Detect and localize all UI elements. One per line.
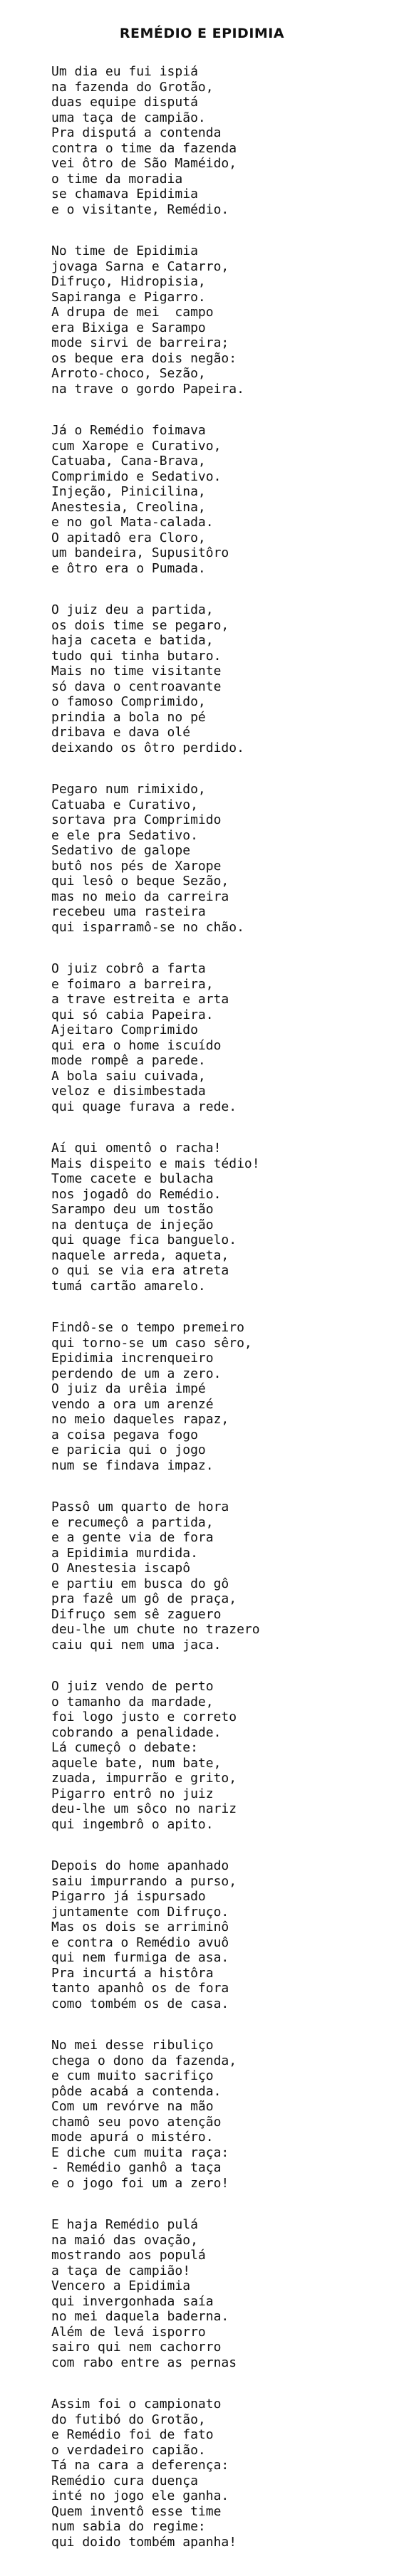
verse-line: zuada, impurrão e grito, [51,1771,237,1786]
verse-line: recebeu uma rasteira [51,904,206,919]
verse-line: Quem inventô esse time [51,2503,222,2519]
verse-line: do futibó do Grotão, [51,2412,206,2427]
verse-line: O juiz deu a partida, [51,602,214,617]
verse-line: qui torno-se um caso sêro, [51,1335,252,1351]
verse-line: chega o dono da fazenda, [51,2053,237,2068]
verse-line: tanto apanhô os de fora [51,1981,229,1996]
verse-line: Tome cacete e bulacha [51,1171,214,1186]
verse-line: Depois do home apanhado [51,1858,229,1873]
stanza [51,1499,393,1653]
verse-line: contra o time da fazenda [51,140,237,156]
stanza [51,244,393,397]
verse-line: Sapiranga e Pigarro. [51,289,206,305]
verse-line: um bandeira, Supusitôro [51,545,229,560]
stanza [51,1858,393,2011]
verse-line: se chamava Epidimia [51,187,198,201]
verse-line: Vencero a Epidimia [51,2278,191,2293]
verse-line: A drupa de mei campo [51,305,214,320]
verse-line: deu-lhe um chute no trazero [51,1622,260,1637]
stanza [51,423,393,576]
verse-line: o famoso Comprimido, [51,694,206,709]
verse-line: qui nem furmiga de asa. [51,1950,229,1965]
verse-line: Injeção, Pinicilina, [51,484,206,499]
verse-line: e contra o Remédio avuô [51,1934,229,1950]
verse-line: sairo qui nem cachorro [51,2340,222,2355]
stanza [51,782,393,935]
stanza [51,1320,393,1473]
verse-line: Ajeitaro Comprimido [51,1022,198,1037]
verse-line: e o jogo foi um a zero! [51,2175,229,2191]
verse-line: tumá cartão amarelo. [51,1278,206,1294]
verse-line: a coisa pegava fogo [51,1427,198,1443]
verse-line: O apitadô era Cloro, [51,530,206,545]
verse-line: Pra incurtá a histôra [51,1965,214,1981]
verse-line: Tá na cara a deferença: [51,2458,229,2473]
verse-line: Pra disputá a contenda [51,125,222,140]
verse-line: perdendo de um a zero. [51,1366,222,1381]
verse-line: Pegaro num rimixido, [51,782,206,797]
verse-line: Um dia eu fui ispiá [51,64,198,79]
verse-line: e foimaro a barreira, [51,976,214,992]
verse-line: cobrando a penalidade. [51,1724,222,1740]
verse-line: e partiu em busca do gô [51,1576,229,1591]
verse-line: Já o Remédio foimava [51,423,206,438]
verse-line: Com um revórve na mão [51,2099,214,2114]
verse-line: Assim foi o campionato [51,2397,222,2412]
verse-line: butô nos pés de Xarope [51,858,222,874]
verse-line: chamô seu povo atenção [51,2114,222,2130]
verse-line: Passô um quarto de hora [51,1499,229,1514]
verse-line: E haja Remédio pulá [51,2217,198,2232]
stanza [51,2038,393,2191]
poem-title: REMÉDIO E EPIDIMIA [119,26,285,41]
verse-line: era Bixiga e Sarampo [51,320,206,335]
verse-line: Comprimido e Sedativo. [51,468,222,484]
verse-line: E diche cum muita raça: [51,2145,229,2160]
verse-line: mode apurá o mistéro. [51,2130,214,2145]
stanza [51,2397,393,2550]
verse-line: prindia a bola no pé [51,709,206,725]
verse-line: deixando os ôtro perdido. [51,740,244,755]
verse-line: qui quage furava a rede. [51,1099,237,1114]
verse-line: saiu impurrando a purso, [51,1873,237,1889]
verse-line: O juiz vendo de perto [51,1679,214,1694]
stanza [51,64,393,217]
verse-line: e cum muito sacrifiço [51,2068,214,2083]
verse-line: no mei daquela baderna. [51,2309,229,2324]
verse-line: e ele pra Sedativo. [51,827,198,843]
verse-line: duas equipe disputá [51,95,198,110]
verse-line: a taça de campião! [51,2263,191,2278]
verse-line: No mei desse ribuliço [51,2038,214,2053]
verse-line: e Remédio foi de fato [51,2427,214,2442]
verse-line: dribava e dava olé [51,725,191,740]
verse-line: qui ingembrô o apito. [51,1816,214,1832]
verse-line: e ôtro era o Pumada. [51,560,206,576]
verse-line: Mais dispeito e mais tédio! [51,1156,260,1171]
verse-line: na trave o gordo Papeira. [51,381,244,397]
stanza [51,1679,393,1832]
verse-line: qui quage fica banguelo. [51,1232,237,1247]
verse-line: aquele bate, num bate, [51,1755,222,1771]
stanza [51,961,393,1114]
verse-line: o time da moradia [51,171,183,187]
verse-line: Pigarro já ispursado [51,1889,206,1904]
verse-line: Lá cumeçô o debate: [51,1740,198,1755]
verse-line: Findô-se o tempo premeiro [51,1320,244,1335]
verse-line: O Anestesia iscapô [51,1561,191,1576]
verse-line: Epidimia increnqueiro [51,1351,214,1366]
verse-line: deu-lhe um sôco no nariz [51,1801,237,1816]
stanza [51,1141,393,1294]
verse-line: naquele arreda, aqueta, [51,1247,229,1263]
verse-line: veloz e disimbestada [51,1084,206,1099]
verse-line: haja caceta e batida, [51,633,214,648]
verse-line: uma taça de campião. [51,110,206,125]
verse-line: pra fazê um gô de praça, [51,1591,237,1606]
verse-line: o qui se via era atreta [51,1263,229,1278]
verse-line: pôde acabá a contenda. [51,2083,222,2099]
verse-line: Remédio cura duença [51,2473,198,2488]
verse-line: foi logo justo e correto [51,1710,237,1724]
stanza [51,2217,393,2370]
verse-line: e paricia qui o jogo [51,1443,206,1457]
verse-line: A bola saiu cuivada, [51,1068,206,1084]
verse-line: vei ôtro de São Maméido, [51,156,237,171]
verse-line: a trave estreita e arta [51,992,229,1007]
verse-line: os dois time se pegaro, [51,617,229,633]
poem-body [51,64,393,2576]
verse-line: juntamente com Difruço. [51,1904,229,1920]
verse-line: só dava o centroavante [51,679,222,694]
verse-line: cum Xarope e Curativo, [51,438,222,454]
verse-line: Sedativo de galope [51,843,191,858]
verse-line: Sarampo deu um tostão [51,1202,214,1217]
verse-line: na fazenda do Grotão, [51,79,214,95]
verse-line: qui só cabia Papeira. [51,1007,214,1022]
verse-line: vendo a ora um arenzé [51,1396,214,1412]
verse-line: na maió das ovação, [51,2232,198,2248]
verse-line: Anestesia, Creolina, [51,499,206,515]
verse-line: num se findava impaz. [51,1457,214,1473]
verse-line: Arroto-choco, Sezão, [51,366,206,381]
verse-line: Difruço, Hidropisia, [51,274,206,289]
verse-line: e a gente via de fora [51,1530,214,1545]
verse-line: O juiz da urêia impé [51,1381,206,1396]
verse-line: jovaga Sarna e Catarro, [51,258,229,274]
verse-line: o tamanho da mardade, [51,1694,214,1710]
verse-line: num sabia do regime: [51,2519,206,2534]
verse-line: qui doido tombém apanha! [51,2534,237,2550]
verse-line: qui lesô o beque Sezão, [51,874,229,889]
verse-line: Catuaba, Cana-Brava, [51,454,206,468]
verse-line: qui isparramô-se no chão. [51,919,244,935]
verse-line: mode rompê a parede. [51,1053,206,1068]
verse-line: Difruço sem sê zaguero [51,1606,222,1622]
verse-line: inté no jogo ele ganha. [51,2488,229,2503]
verse-line: mode sirvi de barreira; [51,335,229,350]
verse-line: qui invergonhada saía [51,2293,214,2309]
verse-line: sortava pra Comprimido [51,812,222,827]
verse-line: Aí qui omentô o racha! [51,1141,222,1156]
verse-line: como tombém os de casa. [51,1996,229,2011]
verse-line: e recumeçô a partida, [51,1514,214,1530]
verse-line: tudo qui tinha butaro. [51,648,222,664]
verse-line: caiu qui nem uma jaca. [51,1637,222,1653]
verse-line: O juiz cobrô a farta [51,961,206,976]
verse-line: Além de levá isporro [51,2324,206,2340]
verse-line: mas no meio da carreira [51,889,229,904]
verse-line: - Remédio ganhô a taça [51,2160,222,2175]
verse-line: os beque era dois negão: [51,350,237,366]
verse-line: nos jogadô do Remédio. [51,1186,222,1202]
verse-line: no meio daqueles rapaz, [51,1412,229,1427]
verse-line: mostrando aos populá [51,2248,206,2263]
verse-line: e o visitante, Remédio. [51,201,229,217]
verse-line: na dentuça de injeção [51,1217,214,1232]
verse-line: e no gol Mata-calada. [51,515,214,530]
verse-line: Mas os dois se arriminô [51,1920,229,1934]
verse-line: No time de Epidimia [51,244,198,258]
verse-line: Catuaba e Curativo, [51,797,198,812]
verse-line: Mais no time visitante [51,664,222,679]
verse-line: Pigarro entrô no juiz [51,1786,214,1801]
verse-line: a Epidimia murdida. [51,1545,198,1561]
verse-line: com rabo entre as pernas [51,2355,237,2370]
stanza [51,602,393,755]
verse-line: qui era o home iscuído [51,1037,222,1053]
verse-line: o verdadeiro capião. [51,2442,206,2458]
